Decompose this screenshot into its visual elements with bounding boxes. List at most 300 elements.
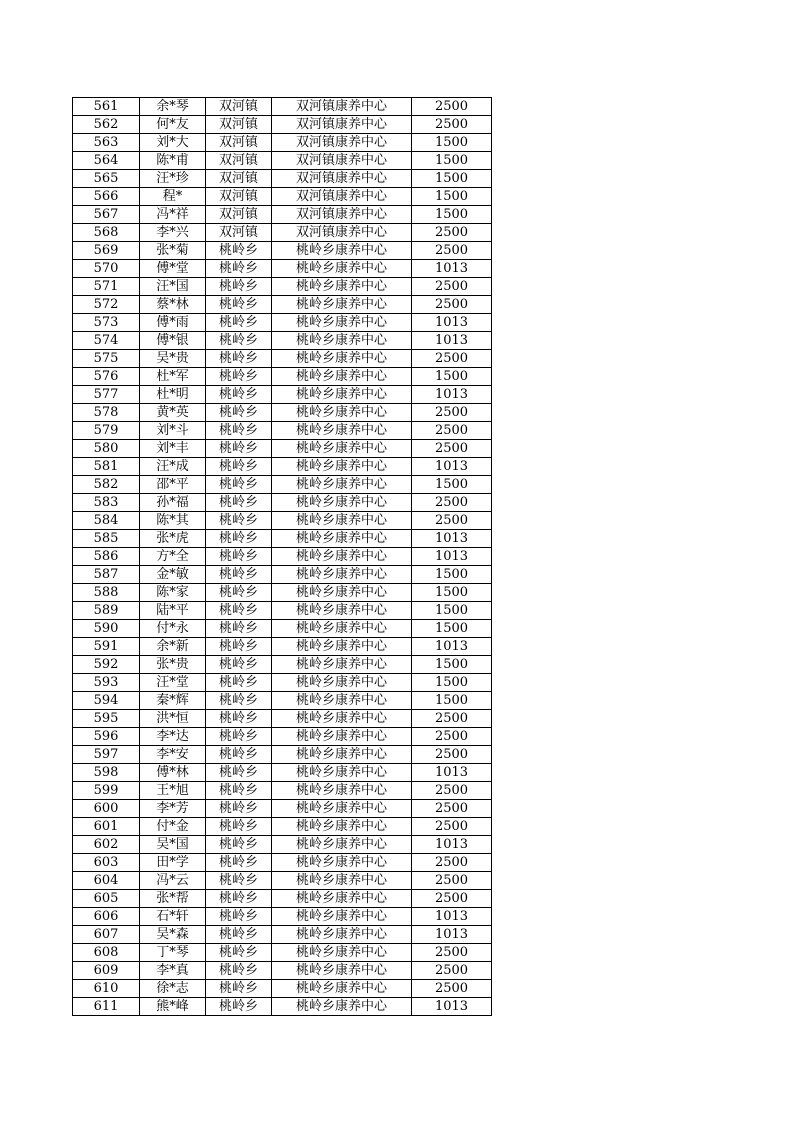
- amount-cell: 1500: [412, 692, 492, 710]
- row-number-cell: 589: [73, 602, 140, 620]
- row-number-cell: 578: [73, 404, 140, 422]
- amount-cell: 2500: [412, 746, 492, 764]
- name-cell: 付*永: [140, 620, 206, 638]
- table-row: [73, 728, 492, 746]
- amount-cell: 2500: [412, 224, 492, 242]
- care-center-cell: 桃岭乡康养中心: [272, 728, 412, 746]
- town-cell: 桃岭乡: [206, 764, 272, 782]
- table-row: [73, 116, 492, 134]
- care-center-cell: 桃岭乡康养中心: [272, 530, 412, 548]
- care-center-cell: 桃岭乡康养中心: [272, 242, 412, 260]
- row-number-cell: 595: [73, 710, 140, 728]
- row-number-cell: 597: [73, 746, 140, 764]
- row-number-cell: 584: [73, 512, 140, 530]
- care-center-cell: 桃岭乡康养中心: [272, 890, 412, 908]
- name-cell: 余*新: [140, 638, 206, 656]
- table-row: [73, 476, 492, 494]
- town-cell: 桃岭乡: [206, 332, 272, 350]
- row-number-cell: 601: [73, 818, 140, 836]
- amount-cell: 1013: [412, 548, 492, 566]
- name-cell: 傅*堂: [140, 260, 206, 278]
- row-number-cell: 594: [73, 692, 140, 710]
- amount-cell: 1013: [412, 386, 492, 404]
- amount-cell: 1500: [412, 602, 492, 620]
- row-number-cell: 610: [73, 980, 140, 998]
- row-number-cell: 571: [73, 278, 140, 296]
- amount-cell: 2500: [412, 278, 492, 296]
- table-row: [73, 890, 492, 908]
- row-number-cell: 569: [73, 242, 140, 260]
- name-cell: 张*帮: [140, 890, 206, 908]
- care-center-cell: 桃岭乡康养中心: [272, 998, 412, 1016]
- amount-cell: 1500: [412, 476, 492, 494]
- town-cell: 桃岭乡: [206, 926, 272, 944]
- row-number-cell: 593: [73, 674, 140, 692]
- amount-cell: 1500: [412, 152, 492, 170]
- name-cell: 汪*成: [140, 458, 206, 476]
- town-cell: 桃岭乡: [206, 674, 272, 692]
- town-cell: 桃岭乡: [206, 746, 272, 764]
- amount-cell: 1013: [412, 926, 492, 944]
- table-row: [73, 836, 492, 854]
- town-cell: 桃岭乡: [206, 548, 272, 566]
- town-cell: 双河镇: [206, 116, 272, 134]
- care-center-cell: 桃岭乡康养中心: [272, 872, 412, 890]
- amount-cell: 1013: [412, 530, 492, 548]
- name-cell: 吴*森: [140, 926, 206, 944]
- care-center-cell: 桃岭乡康养中心: [272, 512, 412, 530]
- name-cell: 秦*辉: [140, 692, 206, 710]
- table-row: [73, 818, 492, 836]
- row-number-cell: 599: [73, 782, 140, 800]
- row-number-cell: 562: [73, 116, 140, 134]
- amount-cell: 1013: [412, 314, 492, 332]
- town-cell: 桃岭乡: [206, 854, 272, 872]
- town-cell: 双河镇: [206, 98, 272, 116]
- name-cell: 吴*国: [140, 836, 206, 854]
- name-cell: 汪*堂: [140, 674, 206, 692]
- town-cell: 桃岭乡: [206, 818, 272, 836]
- row-number-cell: 561: [73, 98, 140, 116]
- name-cell: 陆*平: [140, 602, 206, 620]
- name-cell: 田*学: [140, 854, 206, 872]
- town-cell: 桃岭乡: [206, 278, 272, 296]
- table-row: [73, 98, 492, 116]
- amount-cell: 2500: [412, 962, 492, 980]
- care-center-cell: 双河镇康养中心: [272, 116, 412, 134]
- town-cell: 桃岭乡: [206, 350, 272, 368]
- town-cell: 桃岭乡: [206, 422, 272, 440]
- care-center-cell: 桃岭乡康养中心: [272, 404, 412, 422]
- name-cell: 熊*峰: [140, 998, 206, 1016]
- town-cell: 桃岭乡: [206, 494, 272, 512]
- row-number-cell: 567: [73, 206, 140, 224]
- row-number-cell: 563: [73, 134, 140, 152]
- table-row: [73, 386, 492, 404]
- table-row: [73, 278, 492, 296]
- town-cell: 桃岭乡: [206, 710, 272, 728]
- care-center-cell: 桃岭乡康养中心: [272, 692, 412, 710]
- row-number-cell: 598: [73, 764, 140, 782]
- care-center-cell: 双河镇康养中心: [272, 152, 412, 170]
- table-row: [73, 260, 492, 278]
- amount-cell: 1500: [412, 134, 492, 152]
- name-cell: 刘*丰: [140, 440, 206, 458]
- name-cell: 刘*斗: [140, 422, 206, 440]
- care-center-cell: 桃岭乡康养中心: [272, 980, 412, 998]
- amount-cell: 2500: [412, 782, 492, 800]
- care-center-cell: 桃岭乡康养中心: [272, 782, 412, 800]
- town-cell: 桃岭乡: [206, 800, 272, 818]
- table-row: [73, 350, 492, 368]
- table-row: [73, 188, 492, 206]
- amount-cell: 2500: [412, 854, 492, 872]
- row-number-cell: 579: [73, 422, 140, 440]
- town-cell: 桃岭乡: [206, 728, 272, 746]
- town-cell: 桃岭乡: [206, 962, 272, 980]
- row-number-cell: 607: [73, 926, 140, 944]
- name-cell: 杜*明: [140, 386, 206, 404]
- amount-cell: 2500: [412, 944, 492, 962]
- amount-cell: 1500: [412, 620, 492, 638]
- town-cell: 桃岭乡: [206, 404, 272, 422]
- town-cell: 桃岭乡: [206, 242, 272, 260]
- amount-cell: 2500: [412, 710, 492, 728]
- amount-cell: 2500: [412, 296, 492, 314]
- town-cell: 桃岭乡: [206, 602, 272, 620]
- town-cell: 桃岭乡: [206, 458, 272, 476]
- table-row: [73, 242, 492, 260]
- town-cell: 桃岭乡: [206, 980, 272, 998]
- name-cell: 何*友: [140, 116, 206, 134]
- town-cell: 桃岭乡: [206, 908, 272, 926]
- care-center-cell: 桃岭乡康养中心: [272, 746, 412, 764]
- care-center-cell: 桃岭乡康养中心: [272, 584, 412, 602]
- table-row: [73, 314, 492, 332]
- row-number-cell: 566: [73, 188, 140, 206]
- amount-cell: 1500: [412, 674, 492, 692]
- table-row: [73, 458, 492, 476]
- town-cell: 桃岭乡: [206, 530, 272, 548]
- table-body: [73, 98, 492, 1016]
- name-cell: 张*虎: [140, 530, 206, 548]
- name-cell: 余*琴: [140, 98, 206, 116]
- table-row: [73, 764, 492, 782]
- amount-cell: 1013: [412, 764, 492, 782]
- name-cell: 丁*琴: [140, 944, 206, 962]
- table-row: [73, 404, 492, 422]
- town-cell: 桃岭乡: [206, 890, 272, 908]
- town-cell: 双河镇: [206, 134, 272, 152]
- town-cell: 桃岭乡: [206, 296, 272, 314]
- amount-cell: 1013: [412, 458, 492, 476]
- amount-cell: 1013: [412, 638, 492, 656]
- table-row: [73, 908, 492, 926]
- name-cell: 刘*大: [140, 134, 206, 152]
- row-number-cell: 587: [73, 566, 140, 584]
- town-cell: 桃岭乡: [206, 566, 272, 584]
- amount-cell: 2500: [412, 440, 492, 458]
- table-row: [73, 620, 492, 638]
- table-row: [73, 566, 492, 584]
- row-number-cell: 565: [73, 170, 140, 188]
- table-row: [73, 746, 492, 764]
- table-row: [73, 998, 492, 1016]
- row-number-cell: 575: [73, 350, 140, 368]
- name-cell: 李*兴: [140, 224, 206, 242]
- care-center-cell: 双河镇康养中心: [272, 170, 412, 188]
- care-center-cell: 双河镇康养中心: [272, 206, 412, 224]
- care-center-cell: 双河镇康养中心: [272, 224, 412, 242]
- row-number-cell: 580: [73, 440, 140, 458]
- table-row: [73, 296, 492, 314]
- name-cell: 冯*祥: [140, 206, 206, 224]
- row-number-cell: 581: [73, 458, 140, 476]
- care-center-cell: 桃岭乡康养中心: [272, 278, 412, 296]
- table-row: [73, 584, 492, 602]
- care-center-cell: 桃岭乡康养中心: [272, 800, 412, 818]
- amount-cell: 2500: [412, 494, 492, 512]
- name-cell: 金*敏: [140, 566, 206, 584]
- table-row: [73, 530, 492, 548]
- amount-cell: 1500: [412, 368, 492, 386]
- town-cell: 双河镇: [206, 224, 272, 242]
- amount-cell: 2500: [412, 818, 492, 836]
- table-row: [73, 980, 492, 998]
- name-cell: 黄*英: [140, 404, 206, 422]
- table-row: [73, 800, 492, 818]
- town-cell: 桃岭乡: [206, 782, 272, 800]
- amount-cell: 1500: [412, 656, 492, 674]
- name-cell: 石*轩: [140, 908, 206, 926]
- table-row: [73, 422, 492, 440]
- town-cell: 桃岭乡: [206, 944, 272, 962]
- row-number-cell: 572: [73, 296, 140, 314]
- care-center-cell: 桃岭乡康养中心: [272, 296, 412, 314]
- amount-cell: 1013: [412, 998, 492, 1016]
- town-cell: 双河镇: [206, 206, 272, 224]
- amount-cell: 1500: [412, 584, 492, 602]
- town-cell: 桃岭乡: [206, 314, 272, 332]
- name-cell: 李*真: [140, 962, 206, 980]
- table-row: [73, 152, 492, 170]
- row-number-cell: 604: [73, 872, 140, 890]
- row-number-cell: 585: [73, 530, 140, 548]
- care-center-cell: 桃岭乡康养中心: [272, 548, 412, 566]
- name-cell: 邵*平: [140, 476, 206, 494]
- table-row: [73, 944, 492, 962]
- name-cell: 李*芳: [140, 800, 206, 818]
- amount-cell: 1013: [412, 332, 492, 350]
- table-row: [73, 440, 492, 458]
- amount-cell: 2500: [412, 98, 492, 116]
- care-center-cell: 桃岭乡康养中心: [272, 710, 412, 728]
- name-cell: 李*达: [140, 728, 206, 746]
- row-number-cell: 611: [73, 998, 140, 1016]
- row-number-cell: 592: [73, 656, 140, 674]
- name-cell: 程*: [140, 188, 206, 206]
- name-cell: 陈*甫: [140, 152, 206, 170]
- amount-cell: 2500: [412, 422, 492, 440]
- amount-cell: 2500: [412, 728, 492, 746]
- care-center-cell: 桃岭乡康养中心: [272, 638, 412, 656]
- care-center-cell: 桃岭乡康养中心: [272, 764, 412, 782]
- name-cell: 陈*其: [140, 512, 206, 530]
- care-center-cell: 桃岭乡康养中心: [272, 314, 412, 332]
- care-center-cell: 桃岭乡康养中心: [272, 620, 412, 638]
- table-row: [73, 494, 492, 512]
- town-cell: 桃岭乡: [206, 440, 272, 458]
- table-row: [73, 872, 492, 890]
- row-number-cell: 582: [73, 476, 140, 494]
- row-number-cell: 586: [73, 548, 140, 566]
- town-cell: 桃岭乡: [206, 656, 272, 674]
- amount-cell: 2500: [412, 116, 492, 134]
- care-center-cell: 桃岭乡康养中心: [272, 458, 412, 476]
- table-row: [73, 206, 492, 224]
- care-center-cell: 桃岭乡康养中心: [272, 854, 412, 872]
- care-center-cell: 桃岭乡康养中心: [272, 926, 412, 944]
- table-row: [73, 512, 492, 530]
- row-number-cell: 596: [73, 728, 140, 746]
- amount-cell: 2500: [412, 242, 492, 260]
- care-center-cell: 桃岭乡康养中心: [272, 674, 412, 692]
- amount-cell: 2500: [412, 512, 492, 530]
- row-number-cell: 588: [73, 584, 140, 602]
- amount-cell: 2500: [412, 350, 492, 368]
- town-cell: 桃岭乡: [206, 872, 272, 890]
- name-cell: 傅*雨: [140, 314, 206, 332]
- care-center-cell: 桃岭乡康养中心: [272, 566, 412, 584]
- table-row: [73, 368, 492, 386]
- name-cell: 洪*恒: [140, 710, 206, 728]
- table-row: [73, 962, 492, 980]
- table-row: [73, 134, 492, 152]
- care-center-cell: 桃岭乡康养中心: [272, 602, 412, 620]
- amount-cell: 1013: [412, 260, 492, 278]
- amount-cell: 2500: [412, 404, 492, 422]
- row-number-cell: 570: [73, 260, 140, 278]
- table-row: [73, 548, 492, 566]
- row-number-cell: 564: [73, 152, 140, 170]
- amount-cell: 1500: [412, 206, 492, 224]
- town-cell: 桃岭乡: [206, 386, 272, 404]
- name-cell: 徐*志: [140, 980, 206, 998]
- town-cell: 桃岭乡: [206, 692, 272, 710]
- row-number-cell: 583: [73, 494, 140, 512]
- care-center-cell: 桃岭乡康养中心: [272, 260, 412, 278]
- care-center-cell: 桃岭乡康养中心: [272, 422, 412, 440]
- row-number-cell: 609: [73, 962, 140, 980]
- row-number-cell: 577: [73, 386, 140, 404]
- care-center-cell: 桃岭乡康养中心: [272, 908, 412, 926]
- row-number-cell: 600: [73, 800, 140, 818]
- amount-cell: 2500: [412, 980, 492, 998]
- care-center-cell: 桃岭乡康养中心: [272, 440, 412, 458]
- data-table: [72, 97, 492, 1016]
- care-center-cell: 双河镇康养中心: [272, 134, 412, 152]
- town-cell: 桃岭乡: [206, 620, 272, 638]
- town-cell: 桃岭乡: [206, 368, 272, 386]
- amount-cell: 2500: [412, 872, 492, 890]
- row-number-cell: 605: [73, 890, 140, 908]
- table-row: [73, 782, 492, 800]
- name-cell: 付*金: [140, 818, 206, 836]
- row-number-cell: 590: [73, 620, 140, 638]
- amount-cell: 2500: [412, 800, 492, 818]
- town-cell: 桃岭乡: [206, 476, 272, 494]
- care-center-cell: 桃岭乡康养中心: [272, 836, 412, 854]
- row-number-cell: 603: [73, 854, 140, 872]
- care-center-cell: 双河镇康养中心: [272, 98, 412, 116]
- table-row: [73, 224, 492, 242]
- care-center-cell: 桃岭乡康养中心: [272, 476, 412, 494]
- row-number-cell: 602: [73, 836, 140, 854]
- town-cell: 桃岭乡: [206, 836, 272, 854]
- row-number-cell: 574: [73, 332, 140, 350]
- table-row: [73, 332, 492, 350]
- name-cell: 汪*国: [140, 278, 206, 296]
- table-row: [73, 602, 492, 620]
- table-row: [73, 854, 492, 872]
- row-number-cell: 568: [73, 224, 140, 242]
- care-center-cell: 桃岭乡康养中心: [272, 368, 412, 386]
- town-cell: 桃岭乡: [206, 638, 272, 656]
- name-cell: 张*贵: [140, 656, 206, 674]
- name-cell: 王*旭: [140, 782, 206, 800]
- name-cell: 吴*贵: [140, 350, 206, 368]
- town-cell: 双河镇: [206, 170, 272, 188]
- care-center-cell: 桃岭乡康养中心: [272, 494, 412, 512]
- name-cell: 冯*云: [140, 872, 206, 890]
- name-cell: 傅*银: [140, 332, 206, 350]
- row-number-cell: 576: [73, 368, 140, 386]
- name-cell: 蔡*林: [140, 296, 206, 314]
- town-cell: 双河镇: [206, 152, 272, 170]
- table-row: [73, 638, 492, 656]
- row-number-cell: 608: [73, 944, 140, 962]
- amount-cell: 2500: [412, 890, 492, 908]
- town-cell: 桃岭乡: [206, 998, 272, 1016]
- care-center-cell: 桃岭乡康养中心: [272, 332, 412, 350]
- name-cell: 汪*珍: [140, 170, 206, 188]
- name-cell: 杜*军: [140, 368, 206, 386]
- name-cell: 孙*福: [140, 494, 206, 512]
- name-cell: 李*安: [140, 746, 206, 764]
- town-cell: 桃岭乡: [206, 584, 272, 602]
- table-row: [73, 692, 492, 710]
- care-center-cell: 桃岭乡康养中心: [272, 656, 412, 674]
- row-number-cell: 606: [73, 908, 140, 926]
- amount-cell: 1500: [412, 188, 492, 206]
- table-row: [73, 674, 492, 692]
- care-center-cell: 桃岭乡康养中心: [272, 386, 412, 404]
- row-number-cell: 573: [73, 314, 140, 332]
- amount-cell: 1013: [412, 908, 492, 926]
- table-row: [73, 656, 492, 674]
- town-cell: 双河镇: [206, 188, 272, 206]
- amount-cell: 1013: [412, 836, 492, 854]
- care-center-cell: 桃岭乡康养中心: [272, 818, 412, 836]
- amount-cell: 1500: [412, 566, 492, 584]
- table-row: [73, 710, 492, 728]
- name-cell: 张*菊: [140, 242, 206, 260]
- care-center-cell: 桃岭乡康养中心: [272, 962, 412, 980]
- name-cell: 方*全: [140, 548, 206, 566]
- town-cell: 桃岭乡: [206, 512, 272, 530]
- town-cell: 桃岭乡: [206, 260, 272, 278]
- row-number-cell: 591: [73, 638, 140, 656]
